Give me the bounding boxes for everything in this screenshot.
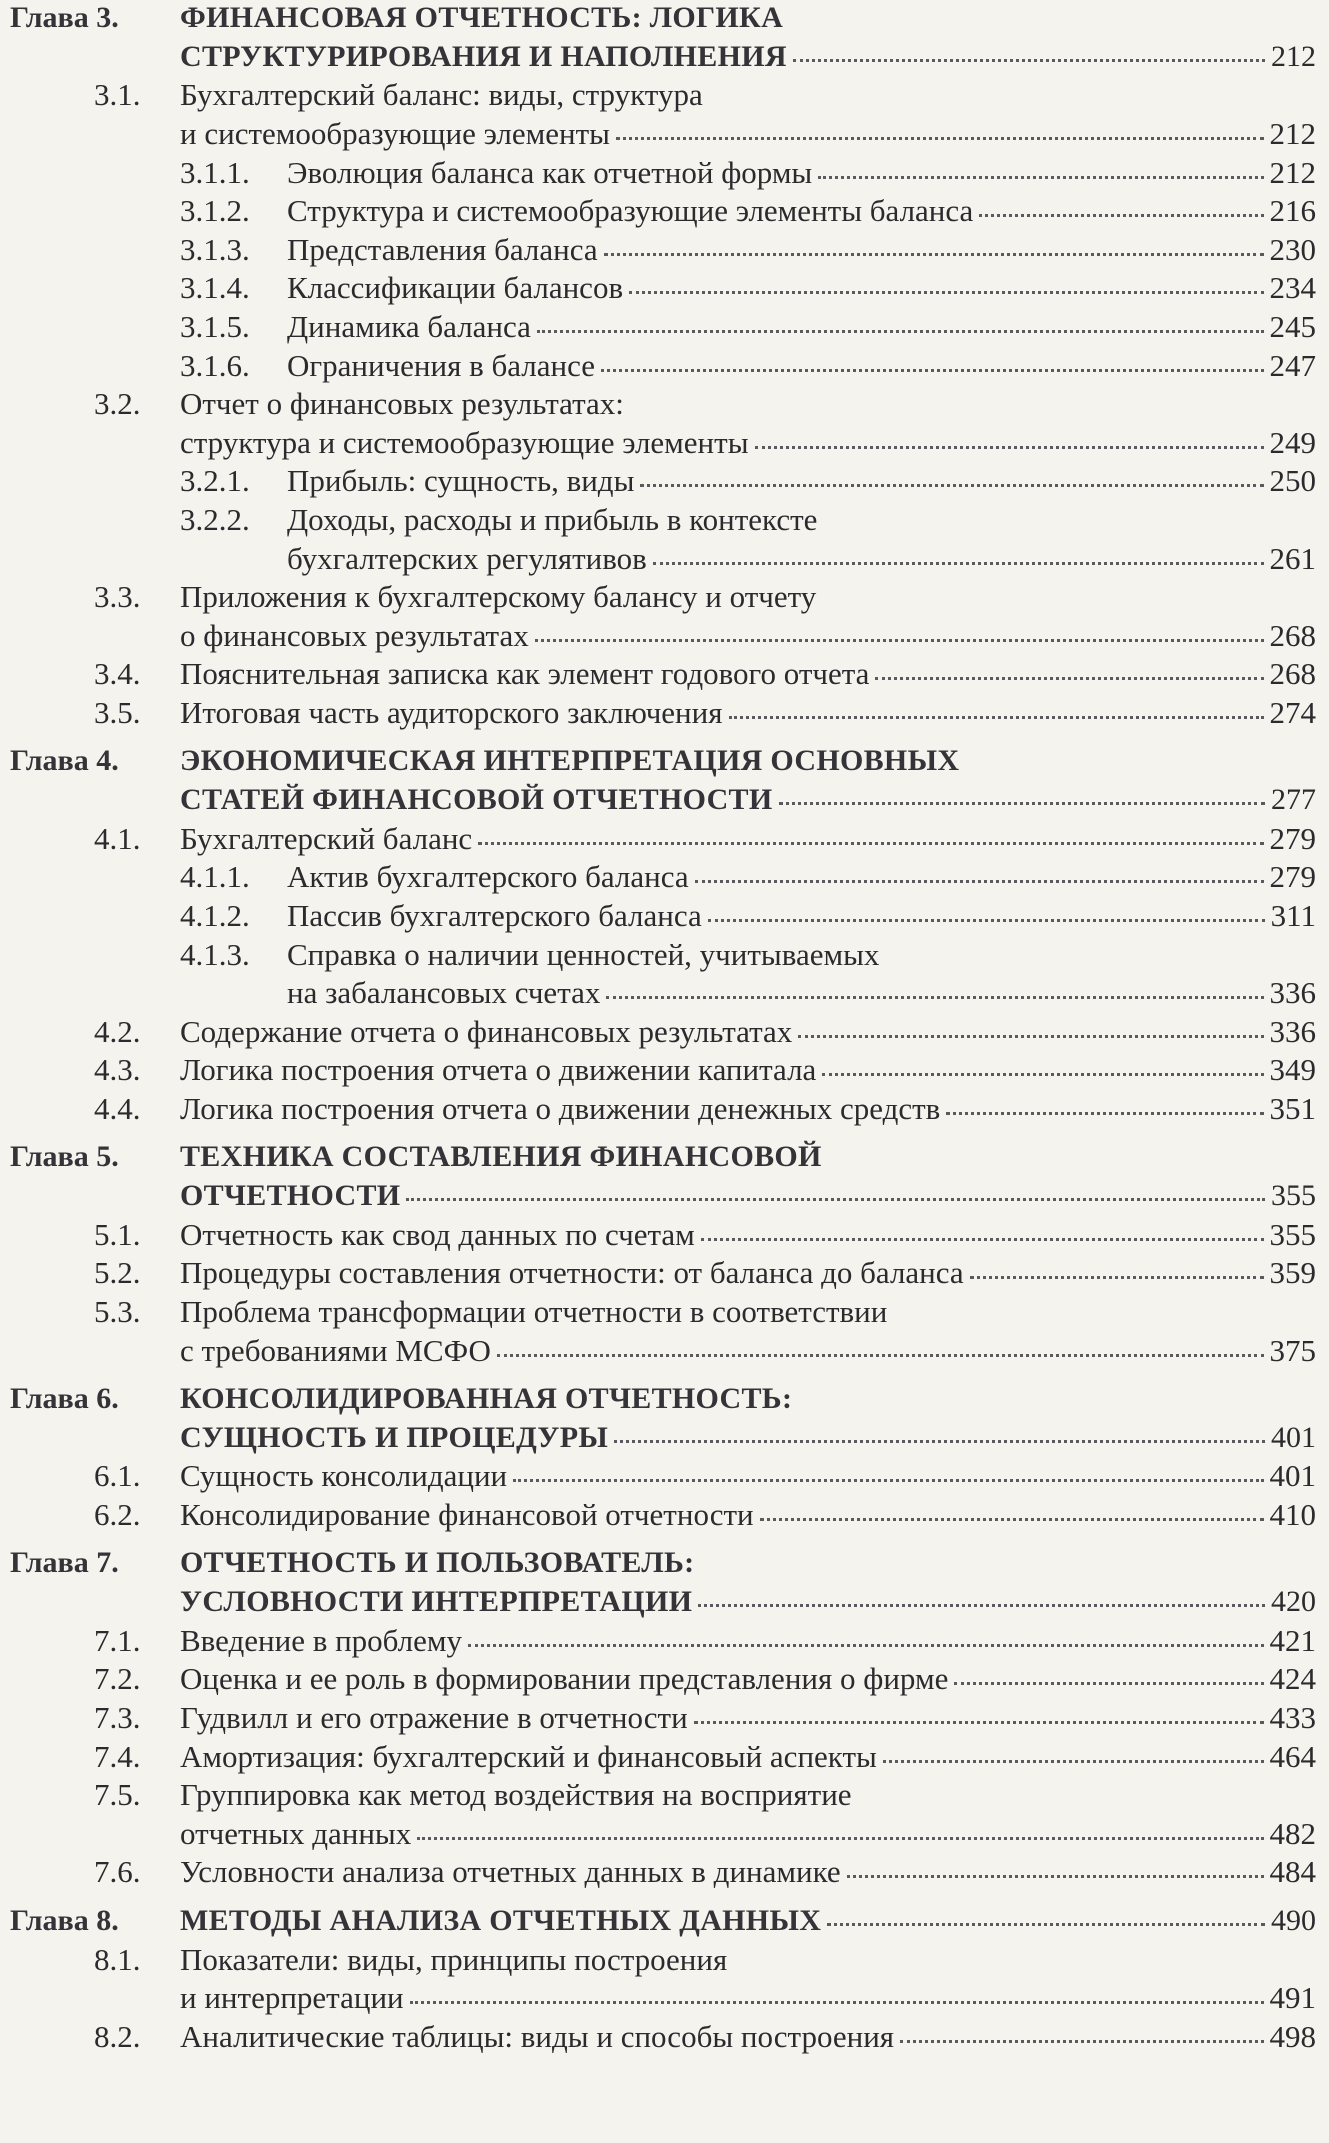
chapter-line — [180, 785, 1316, 815]
dot-leader — [793, 59, 1265, 62]
chapter-title: СТРУКТУРИРОВАНИЯ И НАПОЛНЕНИЯ — [180, 39, 787, 73]
section-number: 7.4. — [94, 1738, 141, 1774]
chapter-label: Глава 8. — [10, 1903, 119, 1937]
chapter-title: КОНСОЛИДИРОВАННАЯ ОТЧЕТНОСТЬ: — [180, 1382, 793, 1415]
section-line — [180, 694, 1316, 730]
chapter-line — [180, 1420, 1316, 1454]
chapter-label: Глава 7. — [10, 1546, 119, 1580]
dot-leader — [818, 176, 1263, 179]
section-title: Отчет о финансовых результатах: — [180, 386, 624, 422]
subsection-title: Пассив бухгалтерского баланса — [287, 897, 702, 933]
section-line — [180, 1980, 1316, 2016]
section-number: 7.2. — [94, 1661, 141, 1697]
chapter-title: ОТЧЕТНОСТЬ И ПОЛЬЗОВАТЕЛЬ: — [180, 1546, 695, 1580]
page-number: 268 — [1269, 656, 1316, 692]
page-number: 230 — [1269, 231, 1316, 267]
page-number: 401 — [1269, 1458, 1316, 1494]
subsection-number: 3.1.3. — [180, 231, 250, 267]
section-number: 3.1. — [94, 77, 141, 113]
subsection-title: Ограничения в балансе — [287, 347, 595, 383]
page-number: 355 — [1269, 1216, 1316, 1252]
dot-leader — [694, 1721, 1264, 1724]
section-line — [180, 1496, 1316, 1532]
section-line — [180, 1738, 1316, 1774]
subsection-title: Представления баланса — [287, 231, 598, 267]
page-number: 410 — [1269, 1496, 1316, 1532]
chapter-title: СТАТЕЙ ФИНАНСОВОЙ ОТЧЕТНОСТИ — [180, 783, 773, 816]
chapter-line — [180, 39, 1316, 73]
section-line — [180, 77, 1316, 113]
section-line — [180, 386, 1316, 422]
subsection-number: 3.1.1. — [180, 154, 250, 190]
section-line — [180, 1013, 1316, 1049]
section-title: Содержание отчета о финансовых результатах — [180, 1013, 793, 1049]
subsection-number: 3.2.1. — [180, 463, 250, 499]
page-number: 311 — [1270, 897, 1316, 933]
section-title: Проблема трансформации отчетности в соответствии — [180, 1293, 888, 1329]
dot-leader — [468, 1644, 1263, 1647]
dot-leader — [410, 2001, 1264, 2004]
page-number: 277 — [1271, 783, 1316, 816]
section-line — [180, 424, 1316, 460]
chapter-title: ОТЧЕТНОСТИ — [180, 1179, 401, 1212]
section-line — [180, 1332, 1316, 1368]
subsection-line — [287, 975, 1316, 1011]
section-title: Введение в проблему — [180, 1622, 463, 1658]
subsection-line — [287, 463, 1316, 499]
chapter-label: Глава 3. — [10, 1, 119, 34]
subsection-title: Актив бухгалтерского баланса — [287, 859, 689, 895]
section-title: Бухгалтерский баланс: виды, структура — [180, 77, 703, 113]
dot-leader — [629, 291, 1263, 294]
dot-leader — [970, 1276, 1264, 1279]
dot-leader — [537, 330, 1264, 333]
section-number: 6.1. — [94, 1458, 141, 1494]
section-line — [180, 1216, 1316, 1252]
subsection-number: 4.1.2. — [180, 897, 250, 933]
subsection-number: 3.1.6. — [180, 347, 250, 383]
page-number: 234 — [1269, 270, 1316, 306]
page-number: 336 — [1269, 1013, 1316, 1049]
section-line — [180, 115, 1316, 151]
section-title: Сущность консолидации — [180, 1458, 508, 1494]
section-title: с требованиями МСФО — [180, 1332, 491, 1368]
dot-leader — [729, 716, 1264, 719]
section-number: 3.4. — [94, 656, 141, 692]
subsection-line — [287, 308, 1316, 344]
page-number: 216 — [1269, 193, 1316, 229]
page-number: 274 — [1269, 694, 1316, 730]
subsection-line — [287, 897, 1316, 933]
page-number: 250 — [1269, 463, 1316, 499]
page-number: 249 — [1269, 424, 1316, 460]
dot-leader — [900, 2040, 1263, 2043]
chapter-line — [180, 746, 1316, 776]
subsection-line — [287, 193, 1316, 229]
page-number: 261 — [1269, 540, 1316, 576]
page-number: 279 — [1269, 859, 1316, 895]
dot-leader — [406, 1198, 1265, 1201]
section-line — [180, 1699, 1316, 1735]
section-number: 8.2. — [94, 2018, 141, 2054]
section-line — [180, 1090, 1316, 1126]
subsection-title: Доходы, расходы и прибыль в контексте — [287, 501, 818, 537]
section-title: Условности анализа отчетных данных в динамике — [180, 1854, 841, 1890]
chapter-title: УСЛОВНОСТИ ИНТЕРПРЕТАЦИИ — [180, 1585, 693, 1618]
section-number: 5.1. — [94, 1216, 141, 1252]
section-number: 3.5. — [94, 694, 141, 730]
section-line — [180, 1458, 1316, 1494]
section-title: Итоговая часть аудиторского заключения — [180, 694, 723, 730]
section-title: Группировка как метод воздействия на восприятие — [180, 1777, 852, 1813]
dot-leader — [827, 1923, 1265, 1926]
section-title: Процедуры составления отчетности: от баланса до баланса — [180, 1255, 964, 1291]
section-title: Консолидирование финансовой отчетности — [180, 1496, 754, 1532]
dot-leader — [616, 137, 1264, 140]
subsection-line — [287, 501, 1316, 537]
dot-leader — [513, 1479, 1263, 1482]
subsection-title: Эволюция баланса как отчетной формы — [287, 154, 813, 190]
page-number: 464 — [1269, 1738, 1316, 1774]
page-number: 212 — [1269, 154, 1316, 190]
section-number: 8.1. — [94, 1941, 141, 1977]
dot-leader — [946, 1112, 1263, 1115]
chapter-line — [180, 1587, 1316, 1617]
chapter-label: Глава 4. — [10, 744, 119, 778]
dot-leader — [875, 677, 1263, 680]
section-title: и системообразующие элементы — [180, 115, 610, 151]
dot-leader — [614, 1440, 1265, 1443]
subsection-line — [287, 231, 1316, 267]
dot-leader — [798, 1035, 1263, 1038]
page-number: 359 — [1269, 1255, 1316, 1291]
chapter-line — [180, 1548, 1316, 1578]
subsection-number: 3.1.2. — [180, 193, 250, 229]
dot-leader — [698, 1604, 1265, 1607]
page-number: 247 — [1269, 347, 1316, 383]
dot-leader — [417, 1837, 1263, 1840]
subsection-line — [287, 270, 1316, 306]
section-line — [180, 1293, 1316, 1329]
page-number: 424 — [1269, 1661, 1316, 1697]
dot-leader — [708, 919, 1265, 922]
section-title: Гудвилл и его отражение в отчетности — [180, 1699, 688, 1735]
subsection-title: бухгалтерских регулятивов — [287, 540, 647, 576]
dot-leader — [604, 253, 1264, 256]
page-number: 482 — [1269, 1815, 1316, 1851]
dot-leader — [755, 446, 1264, 449]
dot-leader — [497, 1354, 1264, 1357]
section-title: Показатели: виды, принципы построения — [180, 1941, 728, 1977]
page-number: 212 — [1271, 39, 1316, 73]
page-number: 279 — [1269, 820, 1316, 856]
dot-leader — [779, 802, 1265, 805]
subsection-line — [287, 347, 1316, 383]
subsection-title: Справка о наличии ценностей, учитываемых — [287, 936, 880, 972]
dot-leader — [606, 996, 1263, 999]
section-title: отчетных данных — [180, 1815, 412, 1851]
dot-leader — [478, 842, 1263, 845]
subsection-title: Динамика баланса — [287, 308, 531, 344]
section-title: Аналитические таблицы: виды и способы построения — [180, 2018, 895, 2054]
subsection-title: Классификации балансов — [287, 270, 624, 306]
page-number: 420 — [1271, 1585, 1316, 1618]
section-line — [180, 2018, 1316, 2054]
chapter-line — [180, 3, 1316, 33]
page-number: 401 — [1271, 1420, 1316, 1454]
section-number: 4.2. — [94, 1013, 141, 1049]
section-line — [180, 1661, 1316, 1697]
subsection-line — [287, 936, 1316, 972]
section-number: 7.5. — [94, 1777, 141, 1813]
chapter-title: ТЕХНИКА СОСТАВЛЕНИЯ ФИНАНСОВОЙ — [180, 1140, 822, 1174]
page-number: 375 — [1269, 1332, 1316, 1368]
subsection-number: 3.1.5. — [180, 308, 250, 344]
subsection-number: 4.1.1. — [180, 859, 250, 895]
dot-leader — [535, 639, 1264, 642]
section-number: 3.2. — [94, 386, 141, 422]
subsection-title: на забалансовых счетах — [287, 975, 601, 1011]
subsection-title: Структура и системообразующие элементы баланса — [287, 193, 974, 229]
section-line — [180, 1052, 1316, 1088]
subsection-number: 3.2.2. — [180, 501, 250, 537]
dot-leader — [701, 1238, 1264, 1241]
chapter-title: ЭКОНОМИЧЕСКАЯ ИНТЕРПРЕТАЦИЯ ОСНОВНЫХ — [180, 744, 960, 778]
section-number: 4.3. — [94, 1052, 141, 1088]
section-title: Отчетность как свод данных по счетам — [180, 1216, 695, 1252]
subsection-line — [287, 154, 1316, 190]
dot-leader — [653, 562, 1264, 565]
section-line — [180, 656, 1316, 692]
section-number: 7.1. — [94, 1622, 141, 1658]
page-number: 355 — [1271, 1179, 1316, 1212]
section-title: Амортизация: бухгалтерский и финансовый аспекты — [180, 1738, 877, 1774]
subsection-number: 3.1.4. — [180, 270, 250, 306]
page-number: 498 — [1269, 2018, 1316, 2054]
dot-leader — [601, 369, 1264, 372]
subsection-title: Прибыль: сущность, виды — [287, 463, 635, 499]
section-title: Бухгалтерский баланс — [180, 820, 473, 856]
section-number: 6.2. — [94, 1496, 141, 1532]
section-line — [180, 579, 1316, 615]
dot-leader — [847, 1875, 1264, 1878]
page-number: 268 — [1269, 617, 1316, 653]
section-line — [180, 1854, 1316, 1890]
chapter-line — [180, 1384, 1316, 1414]
chapter-line — [180, 1903, 1316, 1937]
section-title: Пояснительная записка как элемент годового отчета — [180, 656, 870, 692]
section-number: 7.6. — [94, 1854, 141, 1890]
page-number: 351 — [1269, 1090, 1316, 1126]
page-number: 433 — [1269, 1699, 1316, 1735]
section-line — [180, 1255, 1316, 1291]
chapter-label: Глава 5. — [10, 1140, 119, 1174]
page-number: 490 — [1271, 1903, 1316, 1937]
dot-leader — [883, 1760, 1264, 1763]
section-line — [180, 1777, 1316, 1813]
section-line — [180, 1815, 1316, 1851]
subsection-line — [287, 540, 1316, 576]
section-number: 5.2. — [94, 1255, 141, 1291]
chapter-title: ФИНАНСОВАЯ ОТЧЕТНОСТЬ: ЛОГИКА — [180, 1, 784, 34]
page-number: 421 — [1269, 1622, 1316, 1658]
section-number: 5.3. — [94, 1293, 141, 1329]
section-line — [180, 617, 1316, 653]
dot-leader — [822, 1073, 1263, 1076]
chapter-title: СУЩНОСТЬ И ПРОЦЕДУРЫ — [180, 1420, 609, 1454]
page-number: 491 — [1269, 1980, 1316, 2016]
chapter-title: МЕТОДЫ АНАЛИЗА ОТЧЕТНЫХ ДАННЫХ — [180, 1903, 822, 1937]
page-number: 336 — [1269, 975, 1316, 1011]
page-number: 212 — [1269, 115, 1316, 151]
section-number: 4.4. — [94, 1090, 141, 1126]
section-title: Логика построения отчета о движении денежных средств — [180, 1090, 941, 1126]
section-number: 3.3. — [94, 579, 141, 615]
subsection-number: 4.1.3. — [180, 936, 250, 972]
section-title: Оценка и ее роль в формировании представления о фирме — [180, 1661, 949, 1697]
section-line — [180, 1941, 1316, 1977]
section-title: и интерпретации — [180, 1980, 404, 2016]
chapter-line — [180, 1181, 1316, 1211]
chapter-line — [180, 1142, 1316, 1172]
dot-leader — [979, 214, 1263, 217]
dot-leader — [640, 484, 1263, 487]
section-title: структура и системообразующие элементы — [180, 424, 749, 460]
section-title: Приложения к бухгалтерскому балансу и отчету — [180, 579, 817, 615]
page-number: 484 — [1269, 1854, 1316, 1890]
dot-leader — [954, 1682, 1263, 1685]
page-number: 245 — [1269, 308, 1316, 344]
dot-leader — [760, 1518, 1264, 1521]
dot-leader — [695, 880, 1264, 883]
section-number: 7.3. — [94, 1699, 141, 1735]
section-line — [180, 820, 1316, 856]
section-title: Логика построения отчета о движении капитала — [180, 1052, 817, 1088]
subsection-line — [287, 859, 1316, 895]
chapter-label: Глава 6. — [10, 1382, 119, 1415]
section-title: о финансовых результатах — [180, 617, 529, 653]
page-number: 349 — [1269, 1052, 1316, 1088]
section-line — [180, 1622, 1316, 1658]
section-number: 4.1. — [94, 820, 141, 856]
